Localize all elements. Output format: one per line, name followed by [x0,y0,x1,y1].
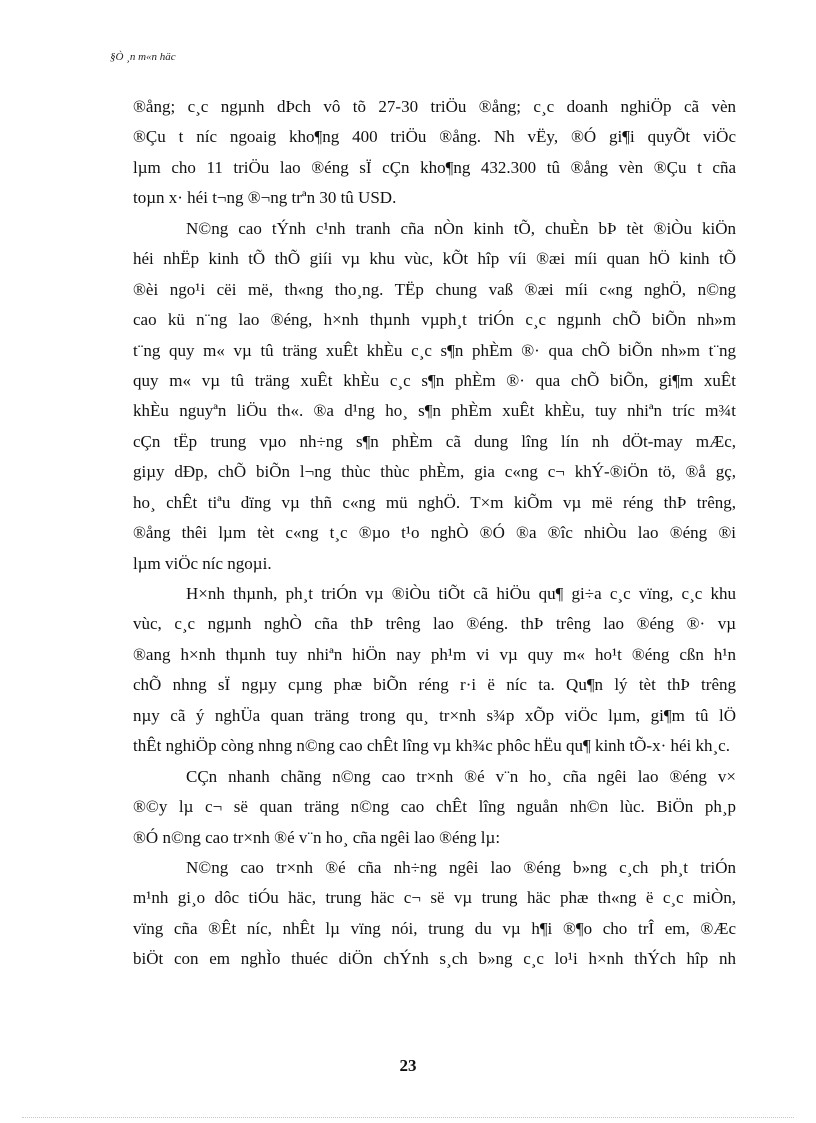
page-number: 23 [399,1056,417,1075]
text-line: vïng cña ®Êt níc, nhÊt lµ vïng nói, trung du vµ h¶i ®¶o cho trÎ em, ®Æc [133,918,736,938]
text-line: quy m« vµ tû träng xuÊt khÈu c¸c s¶n phÈm ®· qua chÕ biÕn, gi¶m xuÊt [133,370,736,390]
text-line: H×nh thµnh, ph¸t triÓn vµ ®iÒu tiÕt cã hiÖu qu¶ gi÷a c¸c vïng, c¸c khu [186,584,736,603]
text-line: ®ång thêi lµm tèt c«ng t¸c ®µo t¹o nghÒ ®Ó ®a ®îc nhiÒu lao ®éng ®i [133,523,736,543]
text-line: cao kü n¨ng lao ®éng, h×nh thµnh vµph¸t triÓn c¸c ngµnh chÕ biÕn nh»m [133,310,736,330]
text-line: nµy cã ý nghÜa quan träng trong qu¸ tr×nh s¾p xÕp viÖc lµm, gi¶m tû lÖ [133,705,736,725]
text-line: vùc, c¸c ngµnh nghÒ cña thÞ trêng lao ®éng. thÞ trêng lao ®éng ®· vµ [133,614,736,634]
body-text [133,92,736,975]
text-line: ®ång; c¸c ngµnh dÞch vô tõ 27-30 triÖu ®ång; c¸c doanh nghiÖp cã vèn [133,97,736,116]
text-line: lµm cho 11 triÖu lao ®éng sÏ cÇn kho¶ng 432.300 tû ®ång vèn ®Çu t cña [133,157,736,177]
running-header: §Ò ¸n m«n häc [110,51,176,63]
text-line: chÕ nhng sÏ ngµy cµng phæ biÕn réng r·i ë níc ta. Qu¶n lý tèt thÞ trêng [133,675,736,695]
text-line: toµn x· héi t¬ng ®¬ng trªn 30 tû USD. [133,188,397,208]
footer-divider [22,1117,794,1118]
text-line: N©ng cao tr×nh ®é cña nh÷ng ngêi lao ®éng b»ng c¸ch ph¸t triÓn [186,857,736,877]
text-line: ®ang h×nh thµnh tuy nhiªn hiÖn nay ph¹m vi vµ quy m« ho¹t ®éng cßn h¹n [133,644,736,664]
text-line: m¹nh gi¸o dôc tiÓu häc, trung häc c¬ së vµ trung häc phæ th«ng ë c¸c miÒn, [133,888,736,908]
text-line: N©ng cao tÝnh c¹nh tranh cña nÒn kinh tÕ, chuÈn bÞ tèt ®iÒu kiÖn [186,218,736,238]
text-line: ho¸ chÊt tiªu dïng vµ thñ c«ng mü nghÖ. T×m kiÕm vµ më réng thÞ trêng, [133,492,736,512]
text-line: cÇn tËp trung vµo nh÷ng s¶n phÈm cã dung lîng lín nh dÖt-may mÆc, [133,431,736,451]
text-line: t¨ng quy m« vµ tû träng xuÊt khÈu c¸c s¶n phÈm ®· qua chÕ biÕn nh»m t¨ng [133,340,736,360]
text-line: lµm viÖc níc ngoµi. [133,553,272,573]
text-line: héi nhËp kinh tÕ thÕ giíi vµ khu vùc, kÕt hîp víi ®æi míi quan hÖ kinh tÕ [133,249,736,269]
text-line: thÊt nghiÖp còng nhng n©ng cao chÊt lîng vµ kh¾c phôc hËu qu¶ kinh tÕ-x· héi kh¸c. [133,736,730,756]
text-line: ®©y lµ c¬ së quan träng n©ng cao chÊt lîng nguån nh©n lùc. BiÖn ph¸p [133,797,736,817]
text-line: ®Çu t níc ngoaig kho¶ng 400 triÖu ®ång. Nh vËy, ®Ó gi¶i quyÕt viÖc [133,127,736,147]
text-line: giµy dÐp, chÕ biÕn l¬ng thùc thùc phÈm, gia c«ng c¬ khÝ-®iÖn tö, ®å gç, [133,462,736,482]
text-line: biÖt con em nghÌo thuéc diÖn chÝnh s¸ch b»ng c¸c lo¹i h×nh thÝch hîp nh [133,949,736,969]
text-line: ®Ó n©ng cao tr×nh ®é v¨n ho¸ cña ngêi lao ®éng lµ: [133,827,501,847]
text-line: khÈu nguyªn liÖu th«. ®a d¹ng ho¸ s¶n phÈm xuÊt khÈu, tuy nhiªn tríc m¾t [133,401,736,421]
text-line: ®èi ngo¹i cëi më, th«ng tho¸ng. TËp chung vaß ®æi míi c«ng nghÖ, n©ng [133,279,736,299]
text-line: CÇn nhanh chãng n©ng cao tr×nh ®é v¨n ho¸ cña ngêi lao ®éng v× [186,766,736,786]
